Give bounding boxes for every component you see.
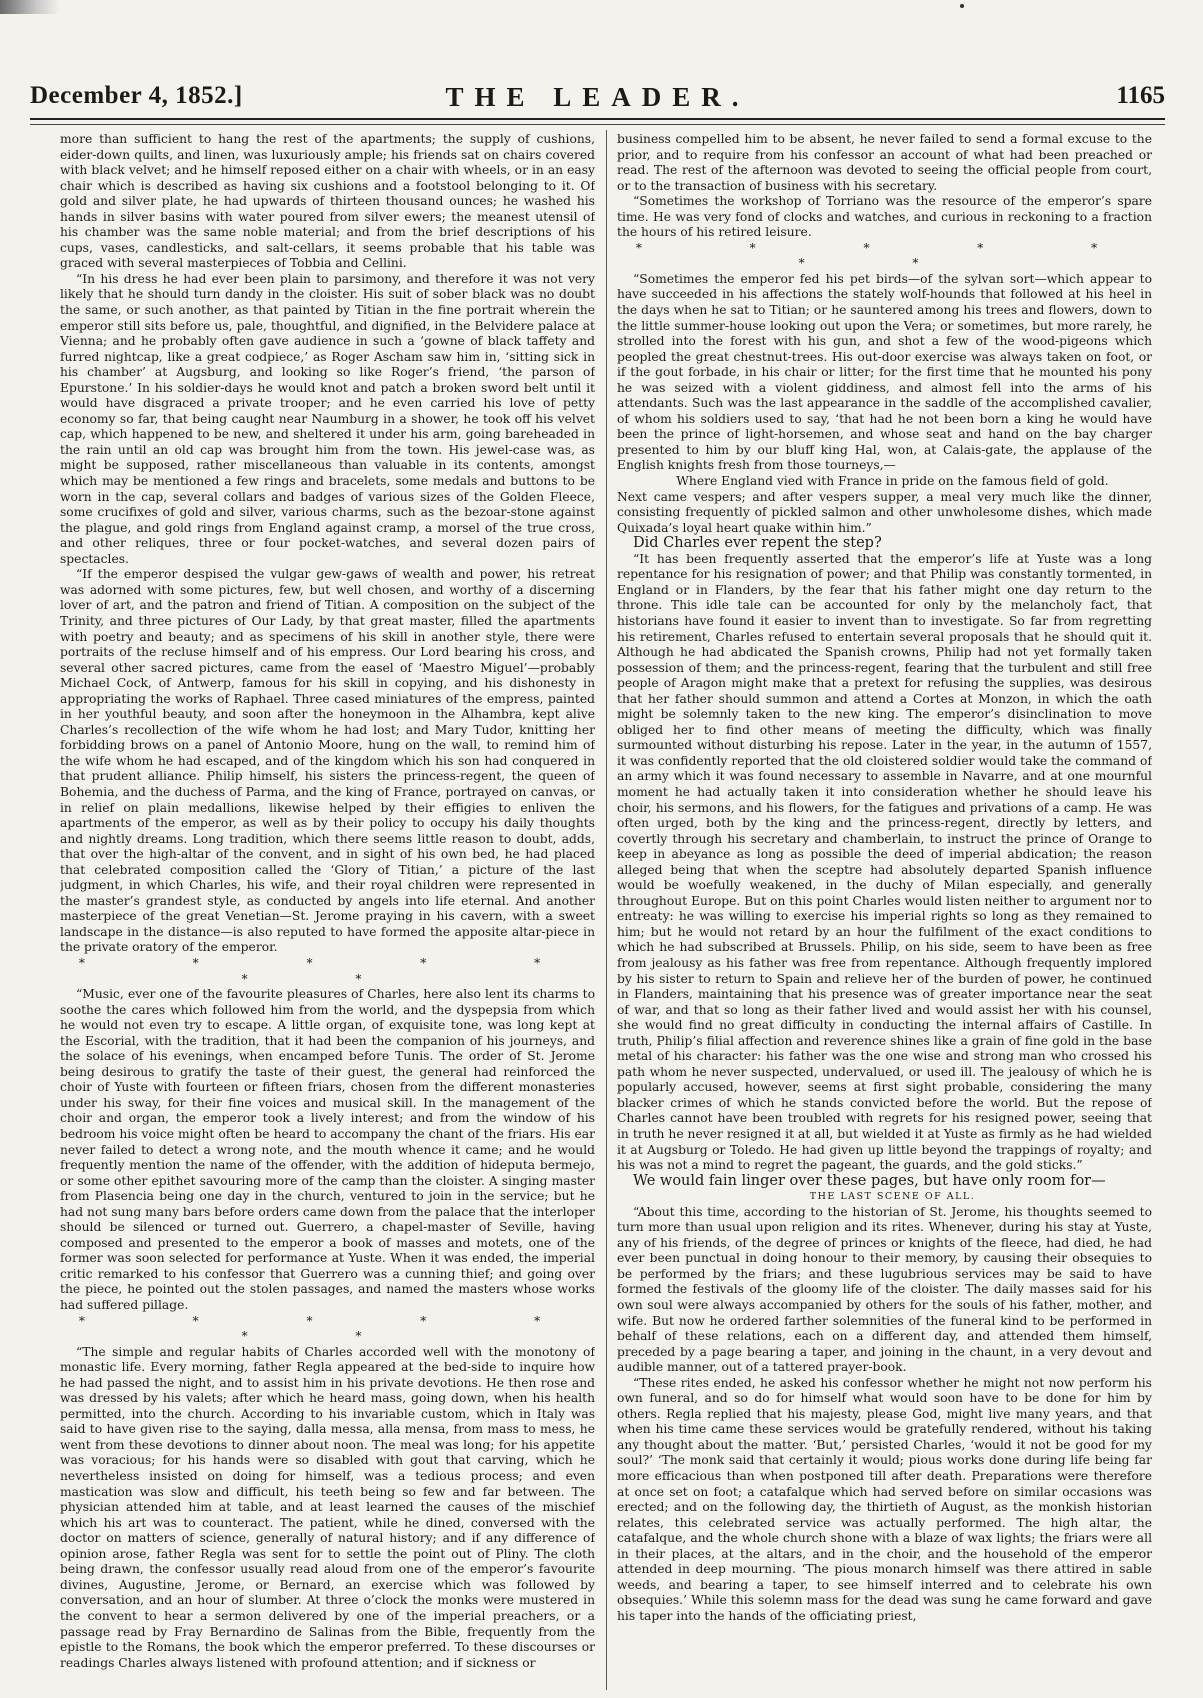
paragraph: Next came vespers; and after vespers supper, a meal very much like the dinner, consisting frequently of pickled salmon and other unwholesome dishes, which made Quixada’s loyal heart quake within him.”	[617, 489, 1152, 535]
paragraph: “Music, ever one of the favourite pleasures of Charles, here also lent its charms to soothe the cares which followed him from the world, and the dyspepsia from which he would not even try to escape. A little organ, of exquisite tone, was long kept at the Escorial, with the tradition, that it had been the companion of his journeys, and the solace of his evenings, when encamped before Tunis. The order of St. Jerome being desirous to gratify the taste of their guest, the general had reinforced the choir of Yuste with fourteen or fifteen friars, chosen from the different monasteries under his sway, for their fine voices and musical skill. In the management of the choir and organ, the emperor took a lively interest; and from the window of his bedroom his voice might often be heard to accompany the chant of the friars. His ear never failed to detect a wrong note, and the mouth whence it came; and he would frequently mention the name of the offender, with the addition of hideputa bermejo, or some other epithet savouring more of the camp than the cloister. A singing master from Plasencia being one day in the church, ventured to join in the service; but he had not sung many bars before orders came down from the palace that the interloper should be silenced or turned out. Guerrero, a chapel-master of Seville, having composed and presented to the emperor a book of masses and motets, one of the former was soon selected for performance at Yuste. When it was ended, the imperial critic remarked to his confessor that Guerrero was a cunning thief; and going over the piece, he pointed out the stolen passages, and named the masters whose works had suffered pillage.	[60, 987, 595, 1313]
page-header	[30, 82, 1165, 114]
paragraph: “The simple and regular habits of Charles accorded well with the monotony of monastic life. Every morning, father Regla appeared at the bed-side to inquire how he had passed the night, and to assist him in his private devotions. He then rose and was dressed by his valets; after which he heard mass, going down, when his health permitted, into the church. According to his invariable custom, which in Italy was said to have given rise to the saying, dalla messa, alla mensa, from mass to mess, he went from these devotions to dinner about noon. The meal was long; for his appetite was voracious; for his hands were so disabled with gout that carving, which he nevertheless insisted on doing for himself, was a tedious process; and even mastication was slow and difficult, his teeth being so few and far between. The physician attended him at table, and at least learned the causes of the mischief which his art was to counteract. The patient, while he dined, conversed with the doctor on matters of science, generally of natural history; and if any difference of opinion arose, father Regla was sent for to settle the point out of Pliny. The cloth being drawn, the confessor usually read aloud from one of the emperor’s favourite divines, Augustine, Jerome, or Bernard, an exercise which was followed by conversation, and an hour of slumber. At three o’clock the monks were mustered in the convent to hear a sermon delivered by one of the imperial preachers, or a passage read by Fray Bernardino de Salinas from the Bible, frequently from the epistle to the Romans, the book which the emperor preferred. To these discourses or readings Charles always listened with profound attention; and if sickness or	[60, 1344, 595, 1670]
paragraph: more than sufficient to hang the rest of the apartments; the supply of cushions, eider-down quilts, and linen, was luxuriously ample; his friends sat on chairs covered with black velvet; and he himself reposed either on a chair with wheels, or in an easy chair which is described as having six cushions and a footstool belonging to it. Of gold and silver plate, he had upwards of thirteen thousand ounces; he washed his hands in silver basins with water poured from silver ewers; the meanest utensil of his chamber was the same noble material; and from the brief descriptions of his cups, vases, candlesticks, and salt-cellars, it seems probable that his table was graced with several masterpieces of Tobbia and Cellini.	[60, 132, 595, 271]
subheading: We would fain linger over these pages, but have only room for—	[633, 1172, 1106, 1189]
paragraph: business compelled him to be absent, he never failed to send a formal excuse to the prior, and to require from his confessor an account of what had been preached or read. The rest of the afternoon was devoted to seeing the official people from court, or to the transaction of business with his secretary.	[617, 132, 1152, 193]
paragraph: “Sometimes the workshop of Torriano was the resource of the emperor’s spare time. He was very fond of clocks and watches, and curious in reckoning to a fraction the hours of his retired leisure.	[617, 194, 1152, 240]
paragraph: “If the emperor despised the vulgar gew-gaws of wealth and power, his retreat was adorned with some pictures, few, but well chosen, and worthy of a discerning lover of art, and the patron and friend of Titian. A composition on the subject of the Trinity, and three pictures of Our Lady, by that great master, filled the apartments with poetry and beauty; and as specimens of his skill in another style, there were portraits of the recluse himself and of his empress. Our Lord bearing his cross, and several other sacred pictures, came from the easel of ‘Maestro Miguel’—probably Michael Cock, of Antwerp, famous for his skill in copying, and his dishonesty in appropriating the works of Raphael. Three cased miniatures of the empress, painted in her youthful beauty, and soon after the honeymoon in the Alhambra, kept alive Charles’s recollection of the wife whom he had lost; and Mary Tudor, knitting her forbidding brows on a panel of Antonio Moore, hung on the wall, to remind him of the wife whom he had escaped, and of the kingdom which his son had conquered in that prudent alliance. Philip himself, his sisters the princess-regent, the queen of Bohemia, and the duchess of Parma, and the king of France, portrayed on canvas, or in relief on plain medallions, likewise helped by their effigies to enliven the apartments of the emperor, as well as by their policy to occupy his daily thoughts and nightly dreams. Long tradition, which there seems little reason to doubt, adds, that over the high-altar of the convent, and in sight of his own bed, he had placed that celebrated composition called the ‘Glory of Titian,’ a picture of the last judgment, in which Charles, his wife, and their royal children were represented in the master’s grandest style, as conducted by angels into life eternal. And another masterpiece of the great Venetian—St. Jerome praying in his cavern, with a sweet landscape in the distance—is also reputed to have formed the apposite altar-piece in the private oratory of the emperor.	[60, 567, 595, 955]
ink-speck	[960, 4, 964, 8]
verse-line: Where England vied with France in pride on the famous field of gold.	[676, 474, 1109, 489]
header-page-number: 1165	[1116, 82, 1165, 109]
section-break-stars: * * * * * * *	[78, 955, 593, 986]
paragraph: “Sometimes the emperor fed his pet birds—of the sylvan sort—which appear to have succeeded in his affections the stately wolf-hounds that followed at his heel in the days when he sat to Titian; or he sauntered among his trees and flowers, down to the little summer-house looking out upon the Vera; or sometimes, but more rarely, he strolled into the forest with his gun, and shot a few of the wood-pigeons which peopled the great chestnut-trees. His out-door exercise was always taken on foot, or if the gout forbade, in his chair or litter; for the first time that he mounted his pony he was seized with a violent giddiness, and almost fell into the arms of his attendants. Such was the last appearance in the saddle of the accomplished cavalier, of whom his soldiers used to say, ‘that had he not been born a king he would have been the prince of light-horsemen, and whose seat and hand on the bay charger presented to him by our bluff king Hal, won, at Calais-gate, the applause of the English knights fresh from those tourneys,—	[617, 271, 1152, 473]
section-break-stars: * * * * * * *	[78, 1313, 593, 1344]
header-title: THE LEADER.	[445, 82, 750, 112]
subheading: Did Charles ever repent the step?	[633, 535, 882, 552]
paragraph: “In his dress he had ever been plain to parsimony, and therefore it was not very likely that he should turn dandy in the cloister. His suit of sober black was no doubt the same, or such another, as that painted by Titian in the fine portrait wherein the emperor still sits before us, pale, thoughtful, and dignified, in the Belvidere palace at Vienna; and he probably often gave audience in such a ‘gowne of black taffety and furred nightcap, like a great codpiece,’ as Roger Ascham saw him in, ‘sitting sick in his chamber’ at Augsburg, and looking so like Roger’s friend, ‘the parson of Epurstone.’ In his soldier-days he would knot and patch a broken sword belt until it would have disgraced a private trooper; and he even carried his love of petty economy so far, that being caught near Naumburg in a shower, he took off his velvet cap, which happened to be new, and sheltered it under his arm, going bareheaded in the rain until an old cap was brought him from the town. His jewel-case was, as might be supposed, rather miscellaneous than valuable in its contents, amongst which may be mentioned a few rings and bracelets, some medals and buttons to be worn in the cap, several collars and badges of various sizes of the Golden Fleece, some crucifixes of gold and silver, various charms, such as the bezoar-stone against the plague, and gold rings from England against cramp, a morsel of the true cross, and other reliques, three or four pocket-watches, and several dozen pairs of spectacles.	[60, 271, 595, 566]
right-column	[617, 132, 1152, 1692]
paragraph: “It has been frequently asserted that the emperor’s life at Yuste was a long repentance for his resignation of power; and that Philip was constantly tormented, in England or in Flanders, by the fear that his father might one day return to the throne. This idle tale can be accounted for only by the melancholy fact, that historians have found it easier to invent than to investigate. So far from regretting his retirement, Charles refused to entertain several proposals that he should quit it. Although he had abdicated the Spanish crowns, Philip had not yet formally taken possession of them; and the princess-regent, fearing that the turbulent and still free people of Aragon might make that a pretext for refusing the supplies, was desirous that her father should summon and attend a Cortes at Monzon, in which the oath might be solemnly taken to the new king. The emperor’s disinclination to move obliged her to find other means of meeting the difficulty, which was finally surmounted without disturbing his repose. Later in the year, in the autumn of 1557, it was confidently reported that the old cloistered soldier would take the command of an army which it was found necessary to assemble in Navarre, and at one mournful moment he had actually taken it into consideration whether he should leave his choir, his sermons, and his flowers, for the fatigues and privations of a camp. He was often urged, both by the king and the princess-regent, directly by letters, and covertly through his secretary and chamberlain, to instruct the prince of Orange to keep in abeyance as long as possible the deed of imperial abdication; the reason alleged being that when the sceptre had absolutely departed Spanish influence would be woefully weakened, in the duchy of Milan especially, and generally throughout Europe. But on this point Charles would listen neither to argument nor to entreaty: he was willing to exercise his imperial rights so long as they remained to him; but he would not retard by an hour the fulfilment of the exact conditions to which he had subscribed at Brussels. Philip, on his side, seem to have been as free from jealousy as his father was free from repentance. Although frequently implored by his sister to return to Spain and relieve her of the burden of power, he continued in Flanders, maintaining that his presence was of greater importance near the seat of war, and that so long as their father lived and would assist her with his counsel, she would find no great difficulty in conducting the internal affairs of Castille. In truth, Philip’s filial affection and reverence shines like a grain of fine gold in the base metal of his character: his father was the one wise and strong man who crossed his path whom he never suspected, undervalued, or used ill. The jealousy of which he is popularly accused, however, seems at first sight probable, considering the many blacker crimes of which he stands convicted before the world. But the repose of Charles cannot have been troubled with regrets for his resigned power, seeing that in truth he never resigned it at all, but wielded it at Yuste as firmly as he had wielded it at Augsburg or Toledo. He had given up little beyond the trappings of royalty; and his was not a mind to regret the pageant, the guards, and the gold sticks.”	[617, 551, 1152, 1173]
section-break-stars: * * * * * * *	[635, 240, 1150, 271]
paragraph: “About this time, according to the historian of St. Jerome, his thoughts seemed to turn more than usual upon religion and its rites. Whenever, during his stay at Yuste, any of his friends, of the degree of princes or knights of the fleece, had died, he had ever been punctual in doing honour to their memory, by causing their obsequies to be performed by the friars; and these lugubrious services may be said to have formed the festivals of the gloomy life of the cloister. The daily masses said for his own soul were always accompanied by others for the souls of his father, mother, and wife. But now he ordered farther solemnities of the funeral kind to be performed in behalf of these relations, each on a different day, and attended them himself, preceded by a page bearing a taper, and joining in the chaunt, in a very devout and audible manner, out of a tattered prayer-book.	[617, 1204, 1152, 1375]
column-divider	[606, 130, 607, 1690]
page-corner-shadow	[0, 0, 60, 14]
section-heading: THE LAST SCENE OF ALL.	[809, 1191, 976, 1203]
left-column	[60, 132, 595, 1692]
paragraph: “These rites ended, he asked his confessor whether he might not now perform his own funeral, and so do for himself what would soon have to be done for him by others. Regla replied that his majesty, please God, might live many years, and that when his time came these services would be gratefully rendered, without his taking any thought about the matter. ‘But,’ persisted Charles, ‘would it not be good for my soul?’ ‘The monk said that certainly it would; pious works done during life being far more efficacious than when postponed till after death. Preparations were therefore at once set on foot; a catafalque which had served before on similar occasions was erected; and on the following day, the thirtieth of August, as the monkish historian relates, this celebrated service was actually performed. The high altar, the catafalque, and the whole church shone with a blaze of wax lights; the friars were all in their places, at the altars, and in the choir, and the household of the emperor attended in deep mourning. ‘The pious monarch himself was there attired in sable weeds, and bearing a taper, to see himself interred and to celebrate his own obsequies.’ While this solemn mass for the dead was sung he came forward and gave his taper into the hands of the officiating priest,	[617, 1375, 1152, 1623]
header-rule-thin	[30, 124, 1165, 125]
header-date: December 4, 1852.]	[30, 82, 243, 109]
header-rule-thick	[30, 118, 1165, 120]
